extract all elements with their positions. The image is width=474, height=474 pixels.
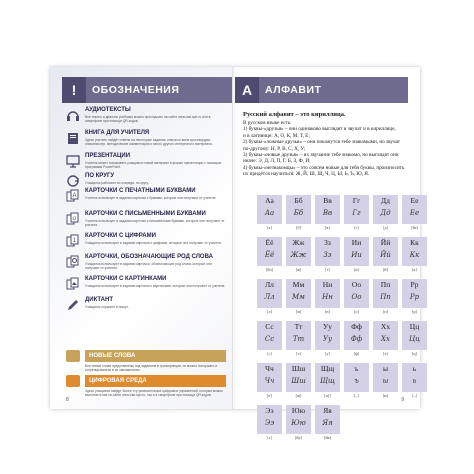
letter-script: Цц [409, 335, 420, 343]
pen-icon [66, 298, 80, 312]
letter-sound: [п] [383, 309, 388, 314]
letter-print: Зз [324, 238, 331, 247]
letter-card [402, 363, 427, 401]
letter-print: Йй [380, 238, 391, 247]
letter-card [257, 321, 282, 359]
letter-card [257, 405, 282, 443]
letter-card [402, 195, 427, 233]
letter-sound: [н] [325, 309, 330, 314]
letter-script: Ээ [264, 419, 275, 427]
letter-card [373, 321, 398, 359]
letter-sound: [т] [296, 351, 301, 356]
letter-print: Оо [351, 280, 362, 289]
letter-print: Нн [322, 280, 333, 289]
letter-script: Ёё [264, 251, 275, 259]
letter-print: ь [412, 364, 417, 373]
letter-script: Аа [264, 209, 275, 217]
gender-cards-icon [66, 255, 80, 269]
letter-sound: [д] [383, 225, 388, 230]
letter-sound: [р] [412, 309, 417, 314]
letter-card [315, 237, 340, 275]
letter-card [344, 279, 369, 317]
letter-card [344, 321, 369, 359]
alphabet-title: АЛФАВИТ [265, 84, 322, 96]
letter-sound: [ы] [382, 393, 389, 398]
letter-card [402, 321, 427, 359]
digital-ribbon [66, 375, 226, 398]
letter-sound: [йэ] [411, 225, 418, 230]
legend-item-desc: Учащиеся используют в задании карточки, обозначающие род слова, которые они получают от учителя. [85, 262, 212, 271]
letter-card [286, 195, 311, 233]
letter-script: Шш [291, 377, 306, 385]
letter-print: ъ [354, 364, 359, 373]
letter-print: Фф [351, 322, 362, 331]
letter-script: Пп [380, 293, 391, 301]
letter-script: Юю [291, 419, 306, 427]
letter-card [373, 279, 398, 317]
letter-script: Гг [352, 209, 361, 217]
letter-card [257, 363, 282, 401]
letter-card [344, 195, 369, 233]
letter-sound: [–] [412, 393, 417, 398]
letter-card [257, 279, 282, 317]
circle-arrows-icon [66, 174, 80, 188]
legend-header [62, 77, 233, 103]
letter-card [373, 363, 398, 401]
letter-sound: [йа] [324, 435, 331, 440]
letter-script: Жж [290, 251, 307, 259]
letter-card [257, 237, 282, 275]
script-cards-icon [66, 212, 80, 226]
digital-title: ЦИФРОВАЯ СРЕДА [89, 378, 147, 384]
header-letter: А [235, 77, 259, 103]
letter-print: Кк [410, 238, 419, 247]
letter-sound: [и] [354, 267, 359, 272]
letter-script: Мм [292, 293, 305, 301]
letter-card [315, 405, 340, 443]
letter-sound: [ж] [295, 267, 302, 272]
letter-sound: [ч'] [266, 393, 273, 398]
letter-script: ь [412, 377, 417, 385]
intro-line: и в латинице: А, О, К, М, Т, Е; [243, 132, 310, 139]
letter-sound: [с] [267, 351, 272, 356]
legend-item-title: ДИКТАНТ [85, 297, 114, 303]
digital-icon [66, 375, 80, 387]
letter-print: Яя [323, 406, 332, 415]
letter-script: Дд [380, 209, 391, 217]
letter-sound: [у] [325, 351, 330, 356]
legend-item-desc: Учитель может показывать учащимся новый материал в форме презентации с помощью программы PowerPoint. [85, 161, 222, 170]
number-cards-icon [66, 234, 80, 248]
page-number-left: 8 [66, 397, 69, 403]
legend-item-desc: Учитель использует в задании карточки с письменными буквами, которые они получают от учителя. [85, 219, 225, 228]
letter-card [257, 195, 282, 233]
letter-card [373, 237, 398, 275]
page-number-right: 9 [401, 397, 404, 403]
legend-item-title: АУДИОТЕКСТЫ [85, 107, 131, 113]
letter-print: Рр [410, 280, 419, 289]
intro-line: их придётся научиться: Ж, Й, Ш, Щ, Ч, Ц, Ы, Ь, Ъ, Ю, Я. [243, 171, 370, 178]
legend-item-title: КАРТОЧКИ С ЦИФРАМИ [85, 233, 156, 239]
letter-print: Лл [265, 280, 274, 289]
intro-text [243, 120, 408, 178]
letter-print: Цц [409, 322, 420, 331]
exclamation-icon: ! [62, 77, 86, 103]
letter-script: Нн [322, 293, 333, 301]
new-words-ribbon [66, 350, 226, 373]
intro-line: по-другому: Н, Р, В, С, Х, У; [243, 145, 306, 152]
legend-item-desc: Учащиеся используют в задании карточки с картинками, которые они получают от учителя. [85, 284, 226, 288]
letter-script: Фф [350, 335, 363, 343]
letter-script: Щщ [320, 377, 335, 385]
letter-card [286, 363, 311, 401]
letter-print: Ии [351, 238, 362, 247]
legend-item-desc: Учащиеся слушают и пишут. [85, 305, 129, 309]
letter-print: Щщ [320, 364, 335, 373]
letter-script: Уу [322, 335, 333, 343]
letter-sound: [йу] [295, 435, 302, 440]
left-page [50, 67, 233, 409]
legend-item-title: КНИГА ДЛЯ УЧИТЕЛЯ [85, 130, 150, 136]
letter-sound: [й] [383, 267, 388, 272]
letter-card [315, 279, 340, 317]
letter-sound: [к] [412, 267, 417, 272]
letter-print: Шш [291, 364, 306, 373]
letter-script: Ее [409, 209, 420, 217]
letter-sound: [ф] [353, 351, 360, 356]
letter-print: Дд [381, 196, 390, 205]
teacher-book-icon [66, 131, 80, 145]
letter-print: Ее [410, 196, 419, 205]
legend-item-title: ПО КРУГУ [85, 173, 115, 179]
letter-print: Ээ [265, 406, 274, 415]
letter-script: Лл [264, 293, 275, 301]
book-spread [50, 67, 420, 440]
intro-line: 2) буквы-«ложные друзья» – они покажутся тебе знакомыми, но звучат [243, 139, 400, 146]
letter-card [402, 237, 427, 275]
svg-text:1: 1 [72, 238, 76, 244]
letter-print: Мм [292, 280, 305, 289]
intro-line: 3) буквы-«новые друзья» – их звучание тебе знакомо, но выглядят они [243, 152, 399, 159]
svg-text:А: А [72, 193, 77, 199]
letter-print: Гг [352, 196, 361, 205]
legend-item-desc: Учащиеся используют в задании карточки с цифрами, которые они получают от учителя. [85, 241, 222, 245]
letter-print: Жж [292, 238, 305, 247]
letter-script: Тт [292, 335, 305, 343]
letter-card [402, 279, 427, 317]
legend-item-desc: Все тексты и диалоги учебника можно прослушать на сайте www.zlat.spb.ru или в смартфоне при помощи QR-кодов. [85, 115, 211, 124]
letter-print: Юю [291, 406, 306, 415]
letter-card [344, 363, 369, 401]
letter-card [315, 363, 340, 401]
letter-print: Хх [380, 322, 391, 331]
letter-sound: [щ'] [324, 393, 331, 398]
letter-script: Сс [264, 335, 275, 343]
letter-script: Ии [351, 251, 362, 259]
letter-script: Йй [380, 251, 391, 259]
letter-print: ы [382, 364, 389, 373]
letter-sound: [г] [354, 225, 359, 230]
letter-card [286, 237, 311, 275]
letter-script: Кк [409, 251, 420, 259]
letter-sound: [а] [267, 225, 272, 230]
letter-print: Уу [322, 322, 333, 331]
letter-print: Вв [323, 196, 332, 205]
legend-item-desc: Здесь учитель найдёт ответы на некоторые задания, ключи ко всем кроссвордам, описания игр, методические комментарии и много другого интересного материала. [85, 138, 213, 147]
new-words-title: НОВЫЕ СЛОВА [89, 353, 136, 359]
intro-line: В русском языке есть: [243, 120, 292, 126]
intro-title: Русский алфавит – это кириллица. [243, 111, 346, 118]
letter-sound: [ц] [412, 351, 417, 356]
letter-sound: [йо] [266, 267, 273, 272]
letter-sound: [л] [267, 309, 272, 314]
letter-script: Рр [409, 293, 420, 301]
legend-item-desc: Учащиеся работают по очереди, по кругу. [85, 181, 149, 185]
letter-script: Чч [264, 377, 275, 385]
letter-sound: [в] [325, 225, 330, 230]
letter-card [344, 237, 369, 275]
letter-script: ъ [354, 377, 359, 385]
letter-sound: [э] [267, 435, 272, 440]
letter-sound: [б] [296, 225, 301, 230]
intro-line: 4) буквы-«незнакомцы» – это совсем новые для тебя буквы, произносить [243, 164, 405, 171]
letter-print: Пп [380, 280, 391, 289]
letter-sound: [ш] [295, 393, 302, 398]
letter-sound: [х] [383, 351, 388, 356]
letter-script: Яя [322, 419, 333, 427]
legend-item-title: КАРТОЧКИ, ОБОЗНАЧАЮЩИЕ РОД СЛОВА [85, 254, 213, 260]
legend-item-title: КАРТОЧКИ С ПИСЬМЕННЫМИ БУКВАМИ [85, 211, 206, 217]
letter-sound: [з] [325, 267, 330, 272]
letter-script: Зз [323, 251, 332, 259]
intro-line: иначе: Э, Д, Л, П, Г, Б, З, Ф, И; [243, 158, 311, 165]
letter-print: Тт [294, 322, 303, 331]
letter-sound: [м] [295, 309, 302, 314]
letter-script: Бб [293, 209, 304, 217]
legend-item-title: КАРТОЧКИ С КАРТИНКАМИ [85, 276, 167, 282]
legend-item-desc: Учитель использует в задании карточки с буквами, которые они получают от учителя. [85, 196, 217, 200]
right-page [235, 67, 420, 440]
letter-print: Аа [265, 196, 274, 205]
letter-card [315, 321, 340, 359]
letter-card [315, 195, 340, 233]
letter-sound: [–] [354, 393, 359, 398]
letter-script: Вв [322, 209, 333, 217]
letter-print: Бб [294, 196, 303, 205]
digital-desc: Здесь учащиеся найдут более сту увлекательных цифровых упражнений, которые можно выполнять как на сайте www.zlat.spb.ru, так и в смартфоне при помощи QR-кодов. [85, 389, 223, 398]
presentation-icon [66, 154, 80, 168]
letter-card [286, 405, 311, 443]
new-words-desc: Все новые слова представлены под заданием в транскрипции, их можно послушать и потренироваться в их запоминании. [85, 364, 218, 373]
legend-item-title: КАРТОЧКИ С ПЕЧАТНЫМИ БУКВАМИ [85, 188, 196, 194]
legend-title: ОБОЗНАЧЕНИЯ [92, 84, 180, 96]
legend-item-title: ПРЕЗЕНТАЦИИ [85, 153, 131, 159]
letter-card [373, 195, 398, 233]
letter-print: Чч [265, 364, 274, 373]
letter-card [286, 321, 311, 359]
letter-card [286, 279, 311, 317]
letter-sound: [о] [354, 309, 359, 314]
alphabet-header [235, 77, 408, 103]
letter-script: ы [382, 377, 389, 385]
intro-line: 1) буквы-«друзья» – они одинаково выглядят и звучат и в кириллице, [243, 126, 396, 133]
new-words-icon [66, 350, 80, 362]
letter-script: Хх [381, 335, 390, 343]
headphones-icon [66, 108, 80, 122]
svg-text:а: а [72, 215, 77, 222]
picture-cards-icon [66, 277, 80, 291]
letter-print: Сс [265, 322, 274, 331]
letter-print: Ёё [265, 238, 274, 247]
print-cards-icon [66, 189, 80, 203]
letter-script: Оо [351, 293, 362, 301]
